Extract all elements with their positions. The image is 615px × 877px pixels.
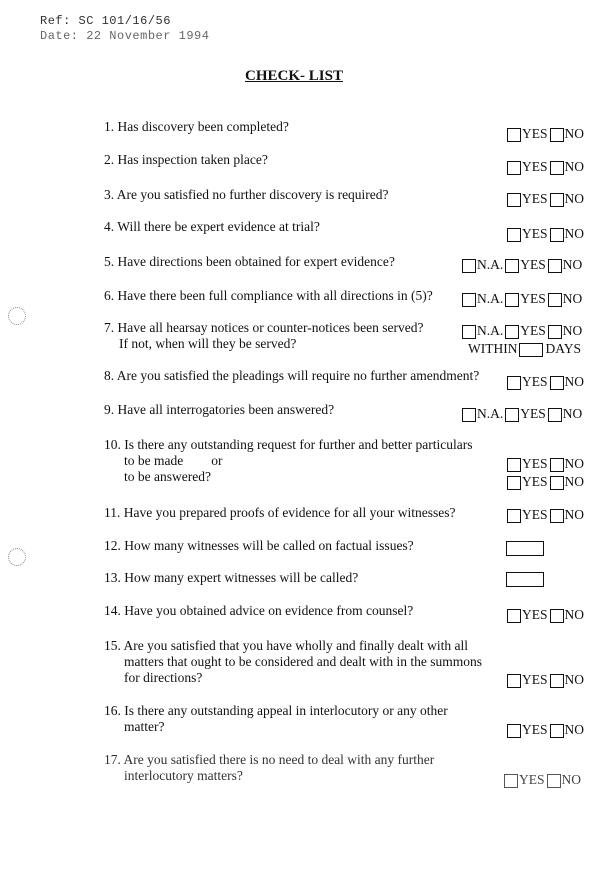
answer-7: N.A. YES NO bbox=[462, 323, 582, 339]
no-checkbox[interactable] bbox=[550, 674, 564, 688]
question-2: 2. Has inspection taken place? bbox=[104, 152, 268, 167]
no-checkbox[interactable] bbox=[548, 293, 562, 307]
answer-6: N.A. YES NO bbox=[462, 291, 582, 307]
punch-hole bbox=[8, 548, 26, 566]
yes-checkbox[interactable] bbox=[505, 325, 519, 339]
yes-checkbox[interactable] bbox=[507, 509, 521, 523]
yes-checkbox[interactable] bbox=[507, 674, 521, 688]
no-checkbox[interactable] bbox=[550, 458, 564, 472]
answer-17: YES NO bbox=[504, 772, 581, 788]
no-checkbox[interactable] bbox=[550, 161, 564, 175]
question-17: 17. Are you satisfied there is no need to deal with any further interlocutory matters? bbox=[104, 752, 435, 783]
yes-checkbox[interactable] bbox=[505, 259, 519, 273]
na-checkbox[interactable] bbox=[462, 408, 476, 422]
yes-checkbox[interactable] bbox=[507, 476, 521, 490]
within-days-field: WITHIN DAYS bbox=[468, 341, 582, 356]
yes-checkbox[interactable] bbox=[505, 408, 519, 422]
na-checkbox[interactable] bbox=[462, 325, 476, 339]
no-checkbox[interactable] bbox=[550, 193, 564, 207]
answer-11: YES NO bbox=[507, 507, 584, 523]
answer-10-to-be-answered: YES NO bbox=[507, 474, 584, 490]
question-12: 12. How many witnesses will be called on factual issues? bbox=[104, 538, 414, 553]
question-3: 3. Are you satisfied no further discovery is required? bbox=[104, 187, 389, 202]
yes-checkbox[interactable] bbox=[507, 228, 521, 242]
no-checkbox[interactable] bbox=[550, 476, 564, 490]
question-7: 7. Have all hearsay notices or counter-notices been served? If not, when will they be served? bbox=[104, 320, 424, 351]
question-14: 14. Have you obtained advice on evidence from counsel? bbox=[104, 603, 414, 618]
yes-checkbox[interactable] bbox=[507, 193, 521, 207]
factual-witnesses-count-input[interactable] bbox=[506, 541, 544, 556]
answer-5: N.A. YES NO bbox=[462, 257, 582, 273]
question-9: 9. Have all interrogatories been answered? bbox=[104, 402, 335, 417]
days-input[interactable] bbox=[519, 343, 543, 357]
no-checkbox[interactable] bbox=[547, 774, 561, 788]
document-date: Date: 22 November 1994 bbox=[40, 29, 210, 43]
no-checkbox[interactable] bbox=[550, 128, 564, 142]
answer-3: YES NO bbox=[507, 191, 584, 207]
yes-checkbox[interactable] bbox=[507, 724, 521, 738]
question-4: 4. Will there be expert evidence at trial? bbox=[104, 219, 320, 234]
expert-witnesses-count-input[interactable] bbox=[506, 572, 544, 587]
question-16: 16. Is there any outstanding appeal in interlocutory or any other matter? bbox=[104, 703, 448, 734]
answer-1: YES NO bbox=[507, 126, 584, 142]
yes-checkbox[interactable] bbox=[507, 161, 521, 175]
no-checkbox[interactable] bbox=[548, 325, 562, 339]
no-checkbox[interactable] bbox=[550, 724, 564, 738]
page-title: CHECK- LIST bbox=[245, 68, 343, 84]
question-8: 8. Are you satisfied the pleadings will require no further amendment? bbox=[104, 368, 480, 383]
answer-4: YES NO bbox=[507, 226, 584, 242]
answer-8: YES NO bbox=[507, 374, 584, 390]
reference-number: Ref: SC 101/16/56 bbox=[40, 14, 171, 28]
yes-checkbox[interactable] bbox=[507, 609, 521, 623]
na-checkbox[interactable] bbox=[462, 259, 476, 273]
question-11: 11. Have you prepared proofs of evidence for all your witnesses? bbox=[104, 505, 456, 520]
question-6: 6. Have there been full compliance with all directions in (5)? bbox=[104, 288, 433, 303]
yes-checkbox[interactable] bbox=[505, 293, 519, 307]
question-13: 13. How many expert witnesses will be called? bbox=[104, 570, 359, 585]
no-checkbox[interactable] bbox=[550, 509, 564, 523]
question-1: 1. Has discovery been completed? bbox=[104, 119, 289, 134]
answer-9: N.A. YES NO bbox=[462, 406, 582, 422]
yes-checkbox[interactable] bbox=[507, 376, 521, 390]
answer-15: YES NO bbox=[507, 672, 584, 688]
answer-14: YES NO bbox=[507, 607, 584, 623]
yes-checkbox[interactable] bbox=[504, 774, 518, 788]
yes-checkbox[interactable] bbox=[507, 458, 521, 472]
answer-10-to-be-made: YES NO bbox=[507, 456, 584, 472]
no-checkbox[interactable] bbox=[548, 259, 562, 273]
punch-hole bbox=[8, 307, 26, 325]
no-checkbox[interactable] bbox=[550, 609, 564, 623]
yes-checkbox[interactable] bbox=[507, 128, 521, 142]
question-10: 10. Is there any outstanding request for further and better particulars to be made or to be answered? bbox=[104, 437, 473, 484]
question-5: 5. Have directions been obtained for expert evidence? bbox=[104, 254, 395, 269]
na-checkbox[interactable] bbox=[462, 293, 476, 307]
question-15: 15. Are you satisfied that you have wholly and finally dealt with all matters that ought to be considered and dealt with in the summons for directions? bbox=[104, 638, 483, 685]
answer-2: YES NO bbox=[507, 159, 584, 175]
no-checkbox[interactable] bbox=[548, 408, 562, 422]
no-checkbox[interactable] bbox=[550, 228, 564, 242]
answer-16: YES NO bbox=[507, 722, 584, 738]
no-checkbox[interactable] bbox=[550, 376, 564, 390]
